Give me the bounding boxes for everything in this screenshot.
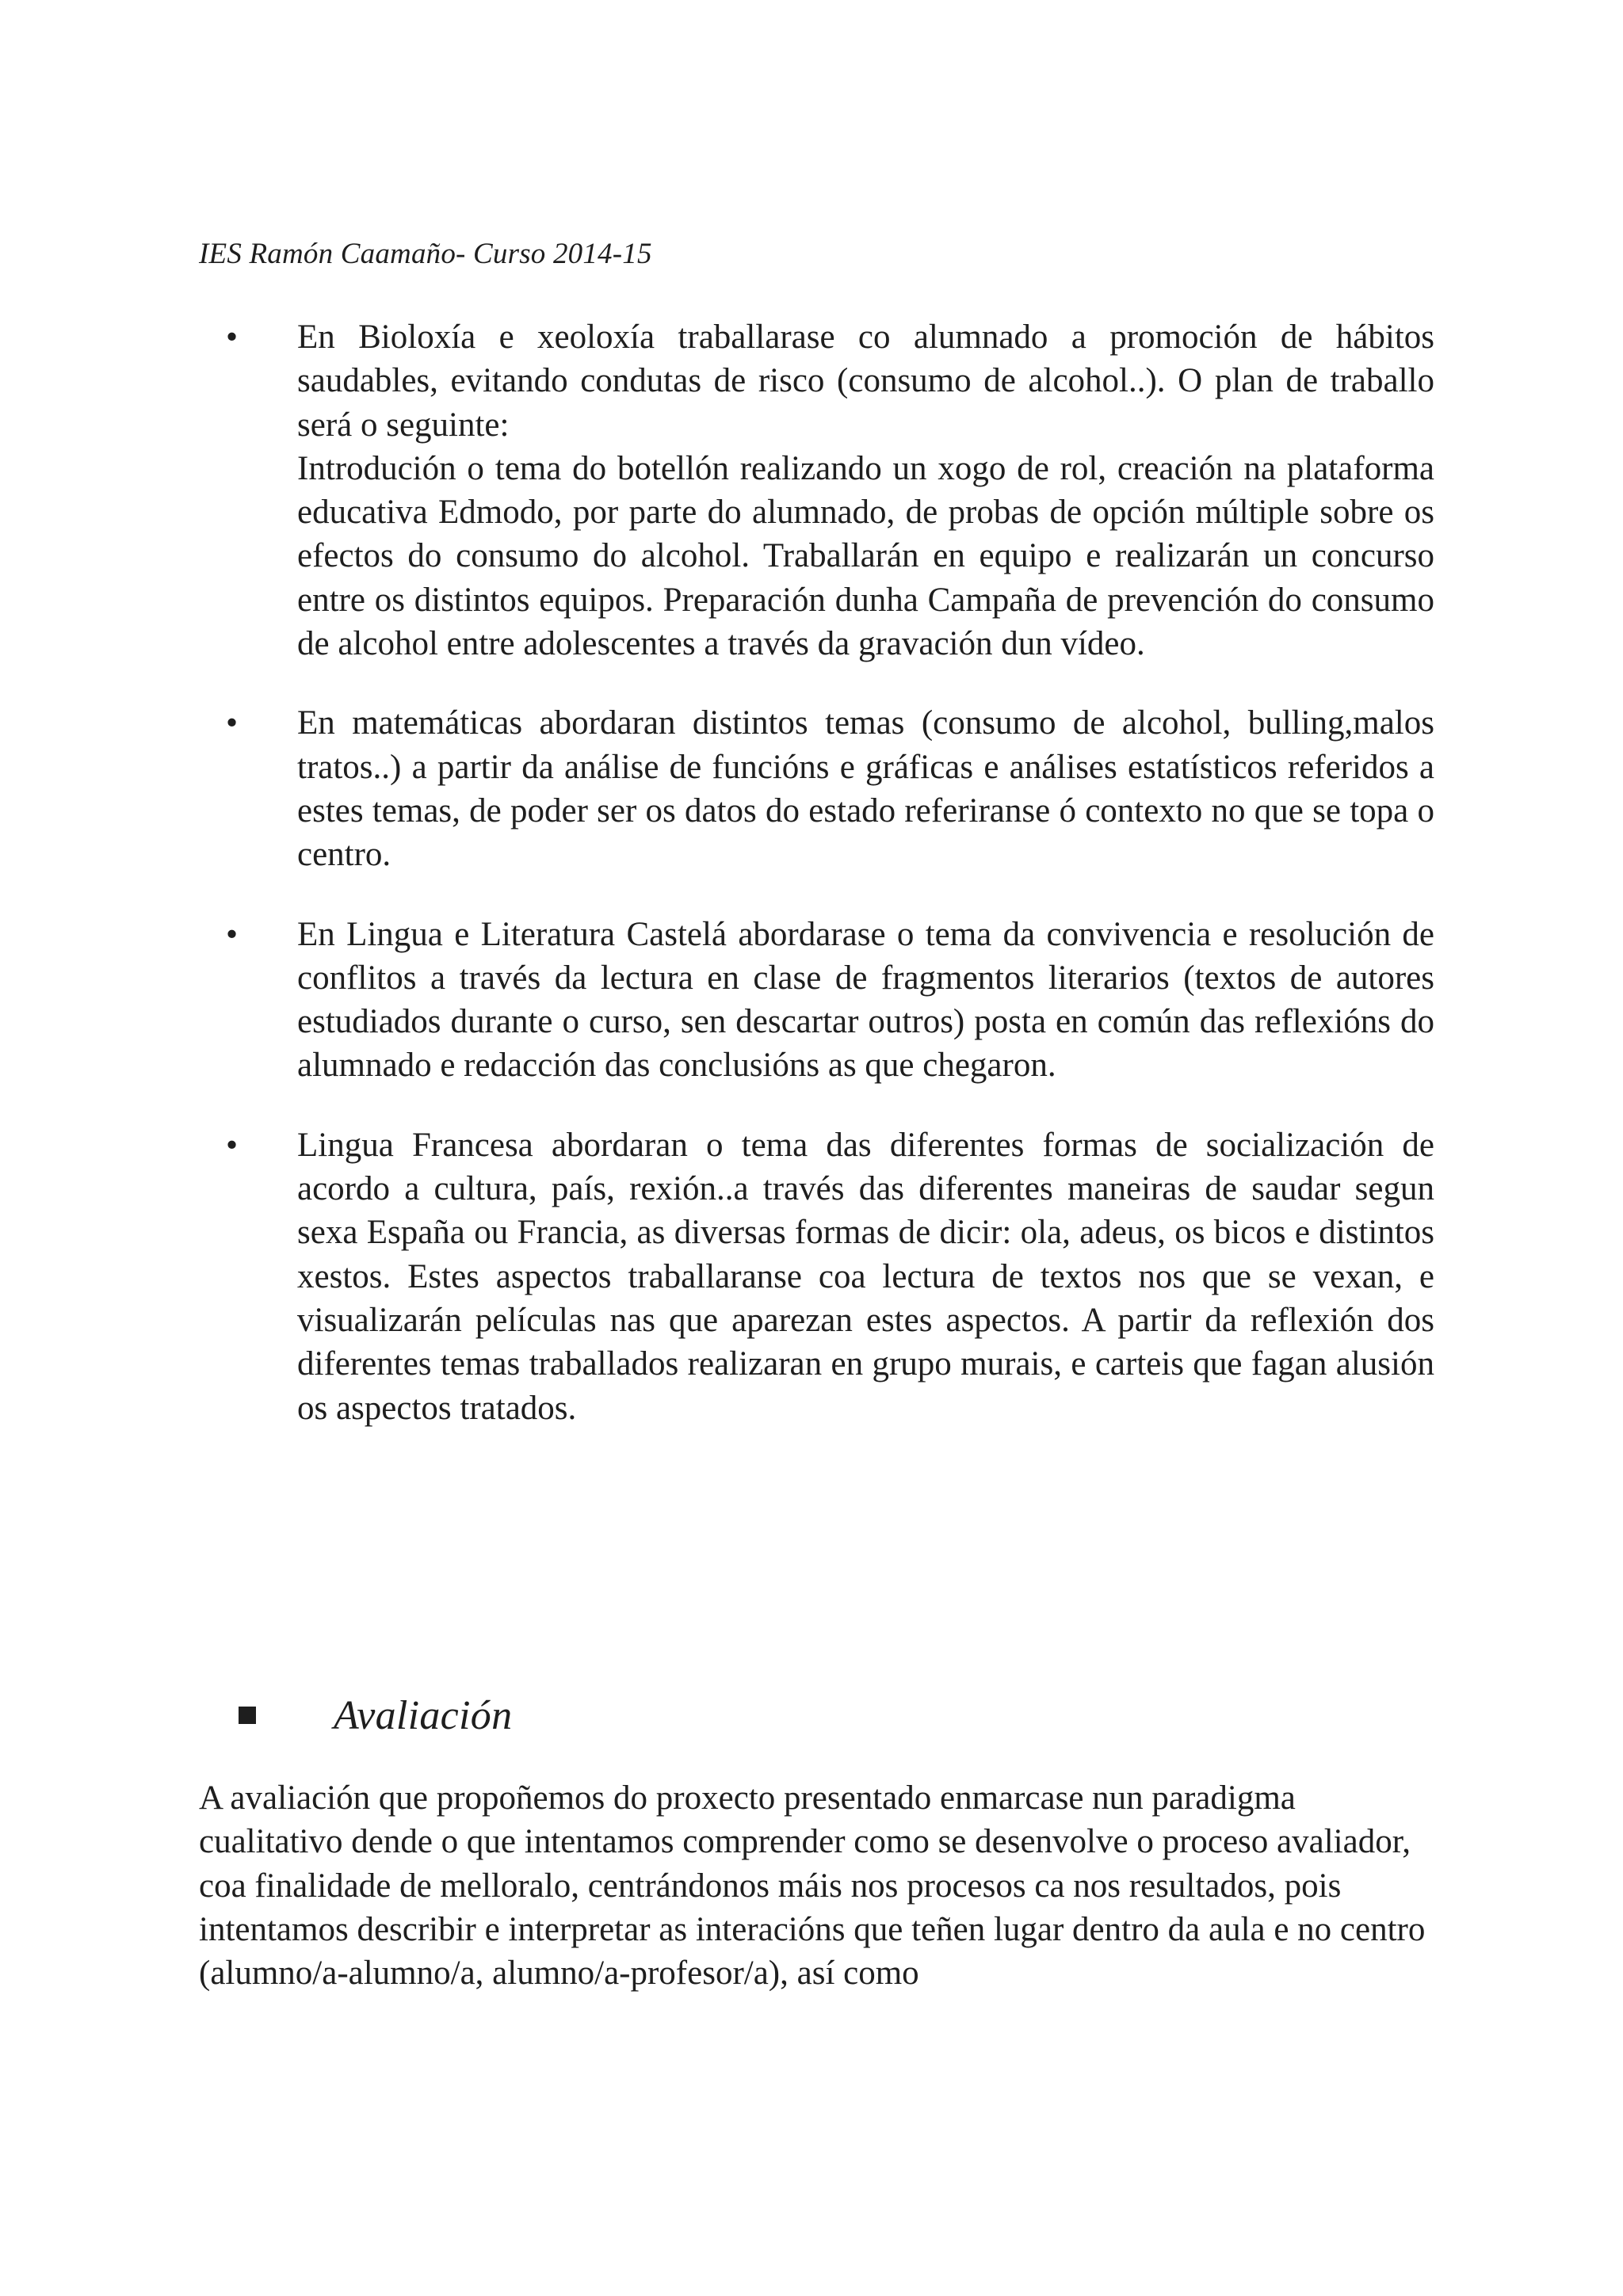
bullet-paragraph: Lingua Francesa abordaran o tema das diferentes formas de socialización de acordo a cultura, país, rexión..a través das diferentes maneiras de saudar segun sexa España ou Francia, as diversas formas de dicir: ola, adeus, os bicos e distintos xestos. Estes aspectos traballaranse coa lectura de textos nos que se vexan, e visualizarán películas nas que aparezan estes aspectos. A partir da reflexión dos diferentes temas traballados realizaran en grupo murais, e carteis que fagan alusión os aspectos tratados. xyxy=(297,1126,1434,1427)
bullet-paragraph: En Lingua e Literatura Castelá abordarase o tema da convivencia e resolución de conflitos a través da lectura en clase de fragmentos literarios (textos de autores estudiados durante o curso, sen descartar outros) posta en común das reflexións do alumnado e redacción das conclusións as que chegaron. xyxy=(297,915,1434,1085)
bullet-list xyxy=(226,315,1434,1466)
square-bullet-icon xyxy=(239,1707,256,1724)
bullet-icon: • xyxy=(226,704,239,742)
bullet-item-bioloxia xyxy=(226,315,1434,666)
bullet-item-lingua-francesa xyxy=(226,1123,1434,1430)
bullet-item-lingua-castela xyxy=(226,913,1434,1088)
bullet-paragraph: Introdución o tema do botellón realizando un xogo de rol, creación na plataforma educativa Edmodo, por parte do alumnado, de probas de opción múltiple sobre os efectos do consumo do alcohol. Traballarán en equipo e realizarán un concurso entre os distintos equipos. Preparación dunha Campaña de prevención do consumo de alcohol entre adolescentes a través da gravación dun vídeo. xyxy=(297,449,1434,663)
page-header: IES Ramón Caamaño- Curso 2014-15 xyxy=(199,238,652,270)
section-title: Avaliación xyxy=(334,1692,513,1738)
bullet-item-matematicas xyxy=(226,701,1434,876)
section-body-paragraph: A avaliación que propoñemos do proxecto presentado enmarcase nun paradigma cualitativo dende o que intentamos comprender como se desenvolve o proceso avaliador, coa finalidade de melloralo, centrándonos máis nos procesos ca nos resultados, pois intentamos describir e interpretar as interacións que teñen lugar dentro da aula e no centro (alumno/a-alumno/a, alumno/a-profesor/a), así como xyxy=(199,1779,1426,1993)
section-heading xyxy=(239,1688,512,1743)
bullet-icon: • xyxy=(226,1126,239,1164)
bullet-icon: • xyxy=(226,915,239,953)
bullet-icon: • xyxy=(226,318,239,356)
bullet-paragraph: En Bioloxía e xeoloxía traballarase co alumnado a promoción de hábitos saudables, evitando condutas de risco (consumo de alcohol..). O plan de traballo será o seguinte: xyxy=(297,318,1434,444)
bullet-paragraph: En matemáticas abordaran distintos temas (consumo de alcohol, bulling,malos tratos..) a partir da análise de funcións e gráficas e análises estatísticos referidos a estes temas, de poder ser os datos do estado referiranse ó contexto no que se topa o centro. xyxy=(297,704,1434,874)
